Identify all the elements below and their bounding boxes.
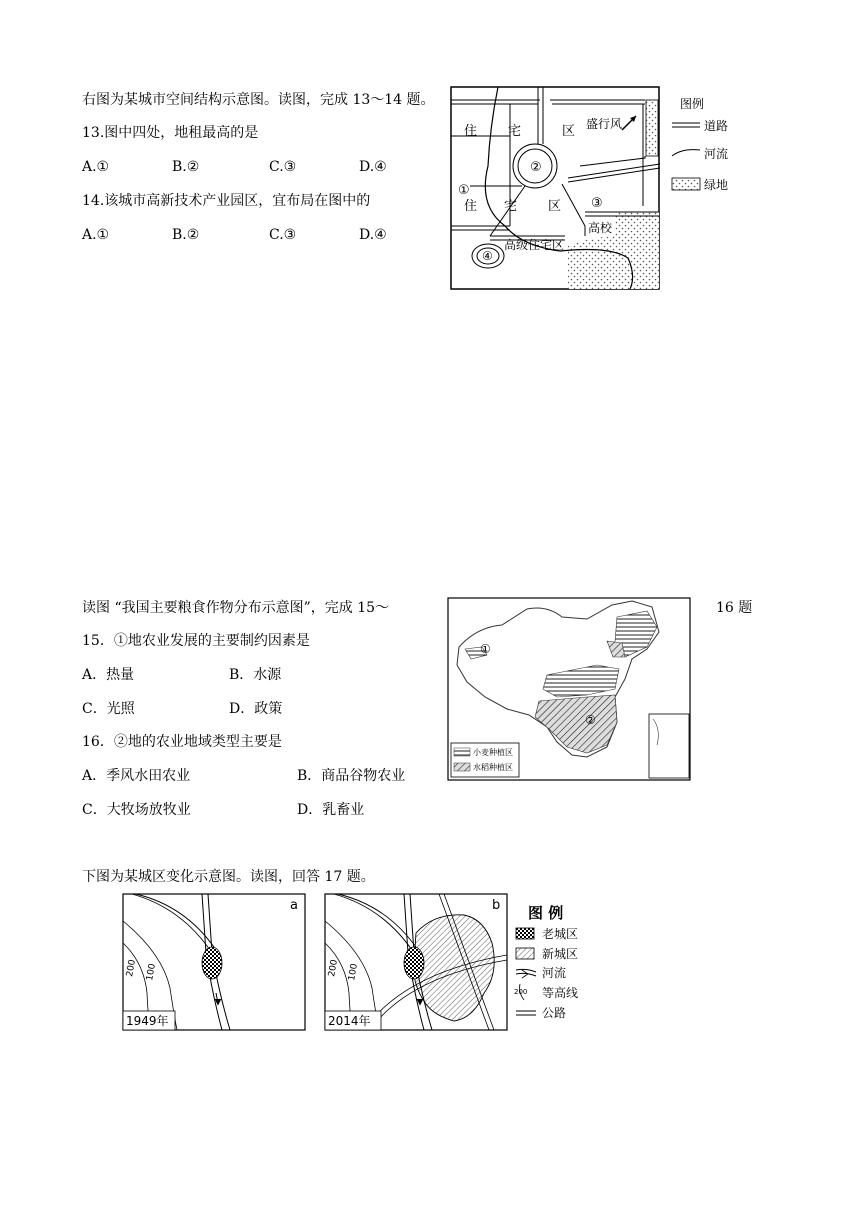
urban-change-legend [512, 900, 622, 1030]
legend-river-icon [672, 150, 700, 156]
legend-title: 图例 [680, 97, 705, 111]
intro-text-13-14: 右图为某城市空间结构示意图。读图，完成 13～14 题。 [82, 92, 435, 108]
q15-option-a: A．热量 [82, 667, 135, 683]
intro-text-15-16-tail: 16 题 [716, 600, 753, 616]
q15-option-c: C．光照 [82, 701, 135, 717]
old-city-area-b [404, 947, 424, 979]
legend-green-label: 绿地 [704, 178, 729, 192]
question-14-stem: 14.该城市高新技术产业园区，宜布局在图中的 [82, 193, 371, 209]
residential-char-2b: 宅 [504, 199, 518, 214]
urban-change-panel-b [324, 893, 509, 1033]
q16-option-c: C．大牧场放牧业 [82, 802, 191, 818]
legend-contour-sample: 200 [514, 988, 528, 996]
legend-river-icon-17 [516, 969, 536, 972]
legend-title-17: 图 例 [528, 904, 564, 922]
marker-2: ② [530, 160, 542, 175]
marker-1: ① [458, 183, 470, 198]
urban-change-panel-a [122, 893, 307, 1033]
legend-old-city-label: 老城区 [542, 927, 579, 941]
legend-river-label-17: 河流 [542, 966, 567, 980]
q14-option-b: B.② [172, 227, 200, 243]
residential-char-3: 区 [562, 124, 576, 139]
green-strip [646, 100, 658, 156]
q16-option-a: A．季风水田农业 [82, 768, 191, 784]
legend-green-icon [672, 178, 700, 190]
contour-100-label: 100 [145, 962, 158, 982]
legend-contour-label: 等高线 [542, 986, 579, 1000]
contour-200-label: 200 [125, 958, 138, 978]
panel-b-letter: b [492, 898, 501, 913]
residential-char-2: 宅 [508, 124, 522, 139]
south-sea-inset [649, 714, 689, 778]
premium-residential-label: 高级住宅区 [504, 238, 565, 252]
contour-200-label-b: 200 [327, 958, 340, 978]
legend-wheat-icon [454, 748, 470, 756]
legend-new-city-label: 新城区 [542, 947, 579, 961]
residential-char-1b: 住 [464, 199, 478, 214]
panel-a-letter: a [290, 898, 298, 913]
marker-1-china: ① [480, 642, 491, 656]
legend-river-label: 河流 [704, 147, 729, 161]
legend-road-label-17: 公路 [542, 1006, 567, 1020]
q13-option-d: D.④ [359, 159, 387, 175]
legend-rice-label: 水稻种植区 [473, 763, 513, 772]
city-structure-map [450, 86, 740, 292]
old-city-area-a [202, 947, 222, 979]
university-label: 高校 [588, 221, 613, 235]
marker-4: ④ [482, 249, 493, 263]
q13-option-c: C.③ [269, 159, 297, 175]
q16-option-b: B．商品谷物农业 [297, 768, 406, 784]
question-13-stem: 13.图中四处，地租最高的是 [82, 125, 259, 141]
legend-wheat-label: 小麦种植区 [473, 748, 513, 757]
marker-3: ③ [591, 196, 603, 211]
panel-a-year: 1949年 [126, 1014, 169, 1028]
intro-text-17: 下图为某城区变化示意图。读图，回答 17 题。 [82, 869, 375, 885]
q14-option-d: D.④ [359, 227, 387, 243]
legend-old-city-icon [516, 928, 534, 939]
contour-100-label-b: 100 [347, 962, 360, 982]
legend-rice-icon [454, 763, 470, 771]
residential-char-3b: 区 [548, 199, 562, 214]
q14-option-c: C.③ [269, 227, 297, 243]
question-16-stem: 16．②地的农业地域类型主要是 [82, 734, 282, 750]
legend-new-city-icon [516, 948, 534, 959]
question-15-stem: 15．①地农业发展的主要制约因素是 [82, 633, 310, 649]
prevailing-wind-label: 盛行风 [586, 117, 623, 131]
q14-option-a: A.① [82, 227, 110, 243]
q15-option-b: B．水源 [229, 667, 282, 683]
q13-option-a: A.① [82, 159, 110, 175]
panel-b-year: 2014年 [328, 1014, 371, 1028]
q16-option-d: D．乳畜业 [297, 802, 365, 818]
residential-char-1: 住 [464, 124, 478, 139]
q13-option-b: B.② [172, 159, 200, 175]
marker-2-china: ② [585, 713, 596, 727]
intro-text-15-16: 读图 “我国主要粮食作物分布示意图”，完成 15～ [82, 600, 390, 616]
legend-road-label: 道路 [704, 119, 729, 133]
china-crop-map [447, 597, 692, 782]
q15-option-d: D．政策 [229, 701, 283, 717]
